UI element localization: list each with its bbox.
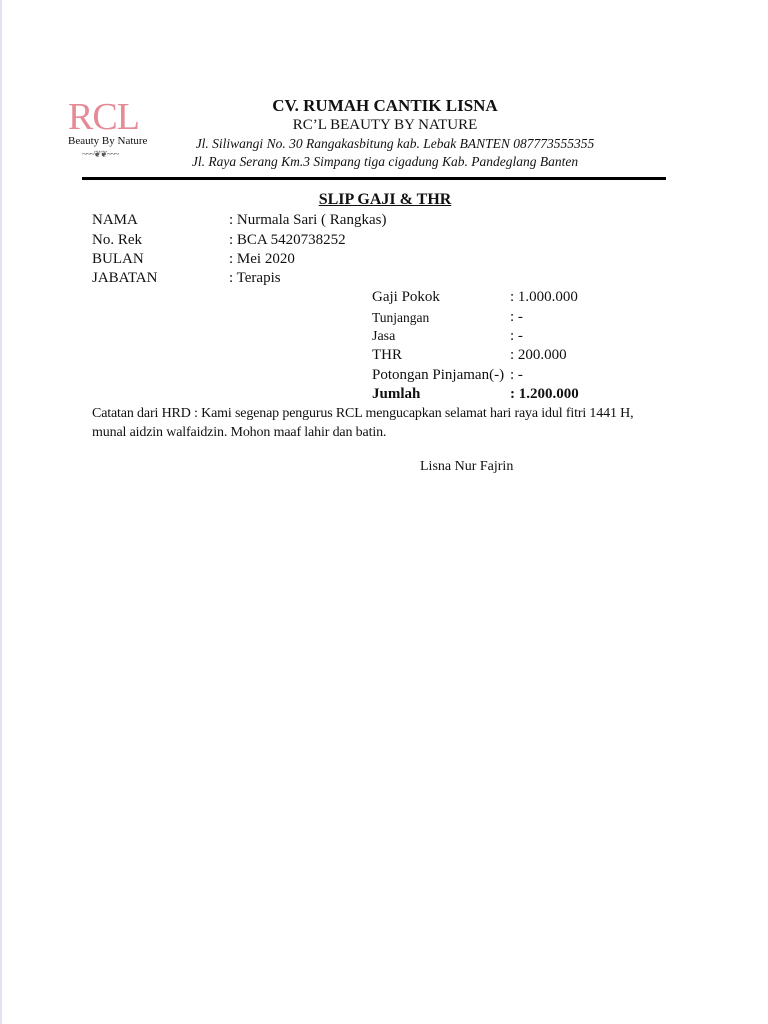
label-jabatan: JABATAN bbox=[92, 270, 158, 286]
label-tunjangan: Tunjangan bbox=[372, 310, 430, 325]
value-jasa: : - bbox=[510, 328, 523, 344]
label-rek: No. Rek bbox=[92, 232, 142, 248]
ornament-icon: ~~~❦❦~~~ bbox=[82, 149, 119, 159]
company-logo: RCL bbox=[68, 96, 139, 138]
company-subtitle: RC’L BEAUTY BY NATURE bbox=[292, 117, 478, 133]
hrd-note-line-1: Catatan dari HRD : Kami segenap pengurus RCL mengucapkan selamat hari raya idul fitri 1441 H, bbox=[92, 406, 634, 421]
value-jabatan: : Terapis bbox=[229, 270, 281, 286]
value-gaji-pokok: : 1.000.000 bbox=[510, 289, 578, 305]
label-jasa: Jasa bbox=[372, 329, 396, 344]
logo-tagline: Beauty By Nature bbox=[68, 135, 148, 147]
label-bulan: BULAN bbox=[92, 251, 144, 267]
document-title: SLIP GAJI & THR bbox=[318, 191, 452, 208]
value-potongan: : - bbox=[510, 367, 523, 383]
label-gaji-pokok: Gaji Pokok bbox=[372, 289, 440, 305]
value-thr: : 200.000 bbox=[510, 347, 567, 363]
label-thr: THR bbox=[372, 347, 402, 363]
value-jumlah: : 1.200.000 bbox=[510, 386, 579, 402]
company-name: CV. RUMAH CANTIK LISNA bbox=[272, 96, 498, 115]
value-tunjangan: : - bbox=[510, 309, 523, 325]
value-bulan: : Mei 2020 bbox=[229, 251, 295, 267]
label-nama: NAMA bbox=[92, 212, 138, 228]
address-line-1: Jl. Siliwangi No. 30 Rangakasbitung kab. Lebak BANTEN 087773555355 bbox=[195, 136, 595, 151]
value-nama: : Nurmala Sari ( Rangkas) bbox=[229, 212, 387, 228]
address-line-2: Jl. Raya Serang Km.3 Simpang tiga cigadung Kab. Pandeglang Banten bbox=[191, 154, 579, 169]
value-rek: : BCA 5420738252 bbox=[229, 232, 346, 248]
page-edge bbox=[0, 0, 2, 1024]
label-potongan: Potongan Pinjaman(-) bbox=[372, 367, 505, 383]
label-jumlah: Jumlah bbox=[372, 386, 421, 402]
header-divider bbox=[82, 177, 666, 180]
hrd-note-line-2: munal aidzin walfaidzin. Mohon maaf lahir dan batin. bbox=[92, 425, 387, 440]
signatory-name: Lisna Nur Fajrin bbox=[420, 459, 514, 474]
